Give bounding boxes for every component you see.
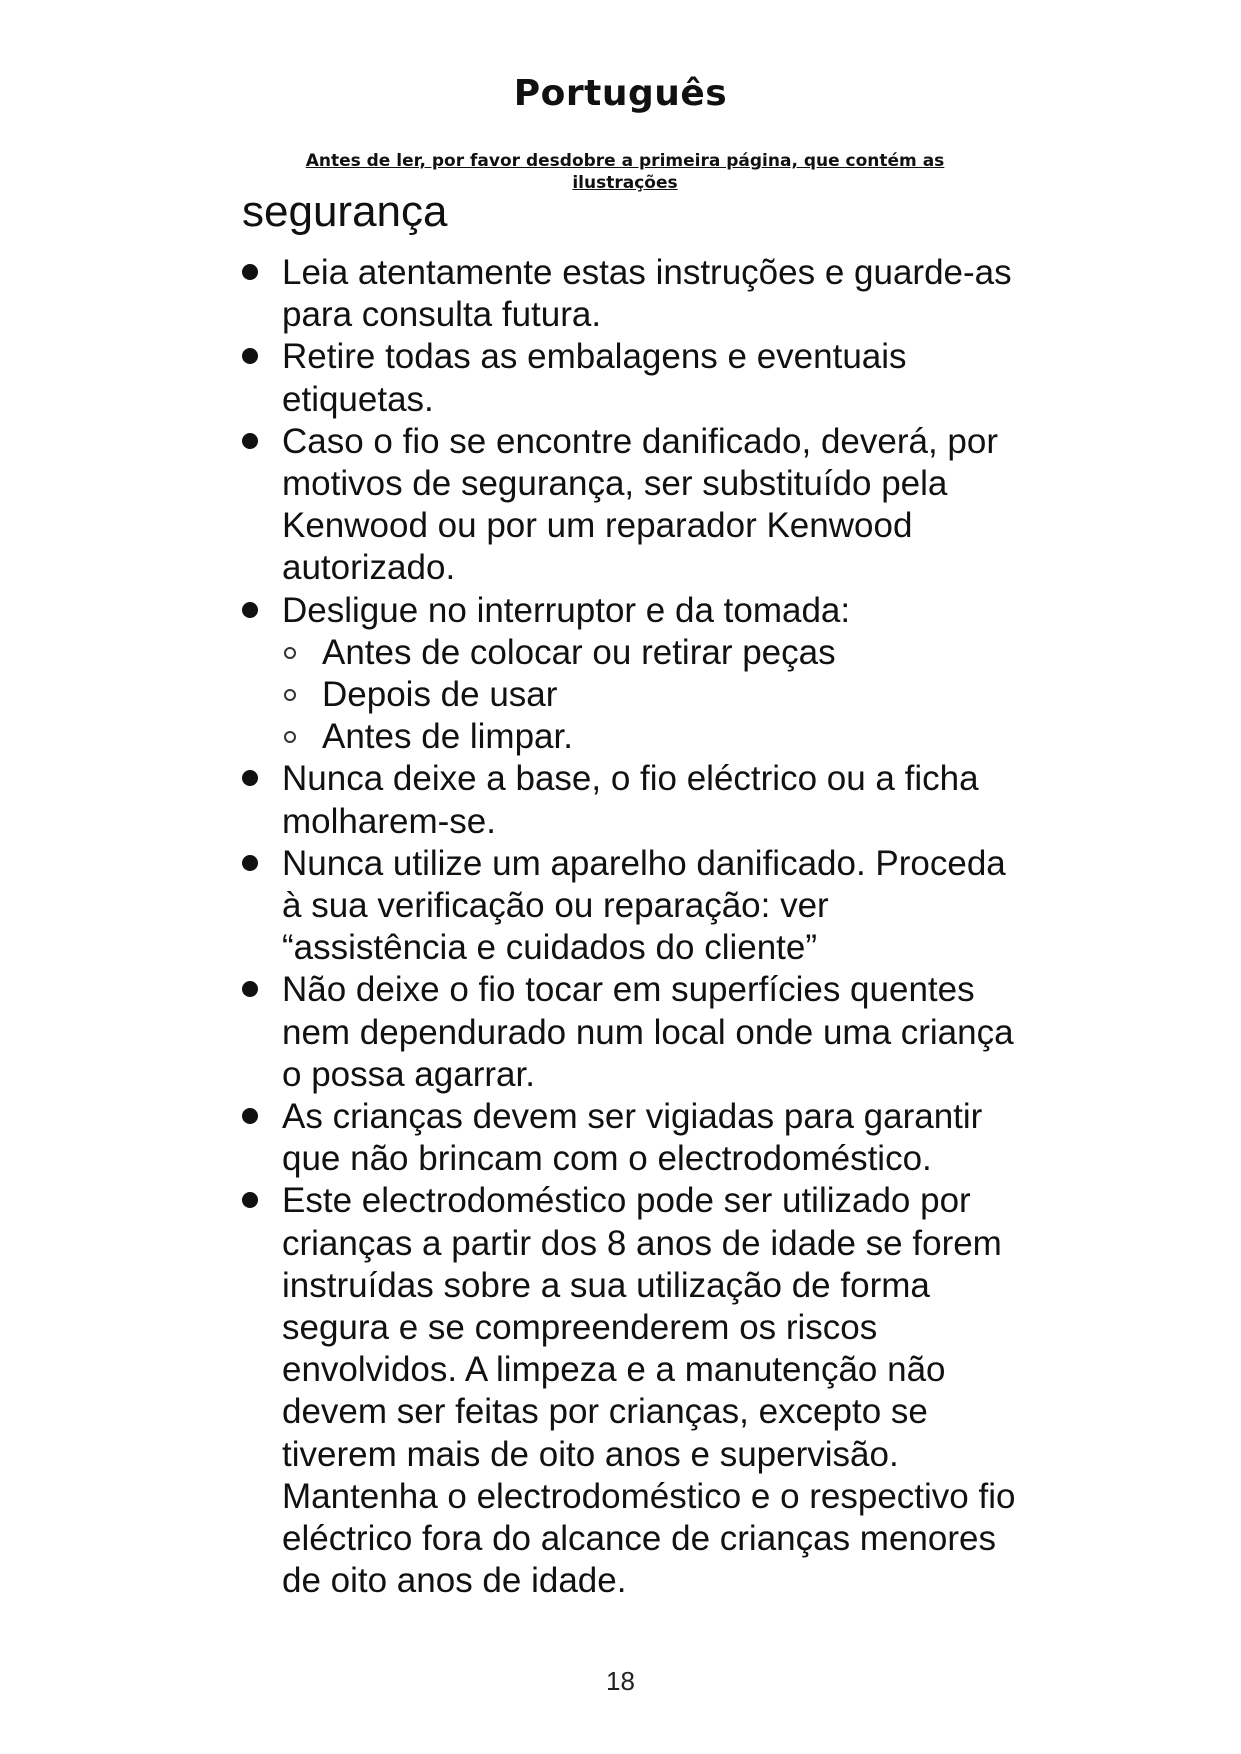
bullet-icon [242, 433, 258, 449]
intro-note: Antes de ler, por favor desdobre a primeira página, que contém as ilustrações [305, 151, 945, 193]
list-item-text: As crianças devem ser vigiadas para garantir que não brincam com o electrodoméstico. [282, 1097, 983, 1179]
list-item-text: Leia atentamente estas instruções e guarde-as para consulta futura. [282, 253, 1012, 335]
sub-list-item [282, 716, 1022, 758]
list-item [242, 758, 1022, 842]
bullet-icon [242, 981, 258, 997]
list-item-text: Desligue no interruptor e da tomada: [282, 590, 851, 630]
bullet-icon [242, 1108, 258, 1124]
list-item [242, 421, 1022, 590]
list-item-text: Caso o fio se encontre danificado, deverá, por motivos de segurança, ser substituído pela Kenwood ou por um reparador Kenwood autorizado. [282, 421, 998, 588]
list-item-text: Nunca deixe a base, o fio eléctrico ou a ficha molharem-se. [282, 759, 979, 841]
bullet-icon [242, 770, 258, 786]
bullet-icon [242, 348, 258, 364]
list-item [242, 1096, 1022, 1180]
sub-list-item [282, 632, 1022, 674]
list-item [242, 252, 1022, 336]
bullet-icon [242, 855, 258, 871]
list-item-text: Este electrodoméstico pode ser utilizado por crianças a partir dos 8 anos de idade se forem instruídas sobre a sua utilização de forma segura e se compreenderem os riscos envolvidos. A limpeza e a manutenção não devem ser feitas por crianças, excepto se tiverem mais de oito anos e supervisão. Mantenha o electrodoméstico e o respectivo fio eléctrico fora do alcance de crianças menores de oito anos de idade. [282, 1181, 1016, 1601]
hollow-bullet-icon [284, 689, 296, 701]
safety-list [242, 252, 1022, 1603]
bullet-icon [242, 264, 258, 280]
page-title: Português [513, 73, 728, 114]
list-item-text: Não deixe o fio tocar em superfícies quentes nem dependurado num local onde uma criança o possa agarrar. [282, 970, 1014, 1094]
list-item [242, 843, 1022, 970]
bullet-icon [242, 1192, 258, 1208]
sub-list-item-text: Antes de limpar. [322, 717, 573, 757]
list-item-text: Nunca utilize um aparelho danificado. Proceda à sua verificação ou reparação: ver “assistência e cuidados do cliente” [282, 843, 1006, 968]
section-heading: segurança [242, 187, 448, 236]
hollow-bullet-icon [284, 647, 296, 659]
list-item-text: Retire todas as embalagens e eventuais etiquetas. [282, 337, 907, 419]
list-item [242, 969, 1022, 1096]
sub-list-item-text: Depois de usar [322, 675, 558, 715]
sub-list-item-text: Antes de colocar ou retirar peças [322, 632, 836, 672]
list-item [242, 1180, 1022, 1602]
list-item [242, 590, 1022, 759]
list-item [242, 336, 1022, 420]
page-number: 18 [606, 1666, 635, 1696]
hollow-bullet-icon [284, 731, 296, 743]
bullet-icon [242, 602, 258, 618]
sub-list [282, 632, 1022, 759]
sub-list-item [282, 674, 1022, 716]
